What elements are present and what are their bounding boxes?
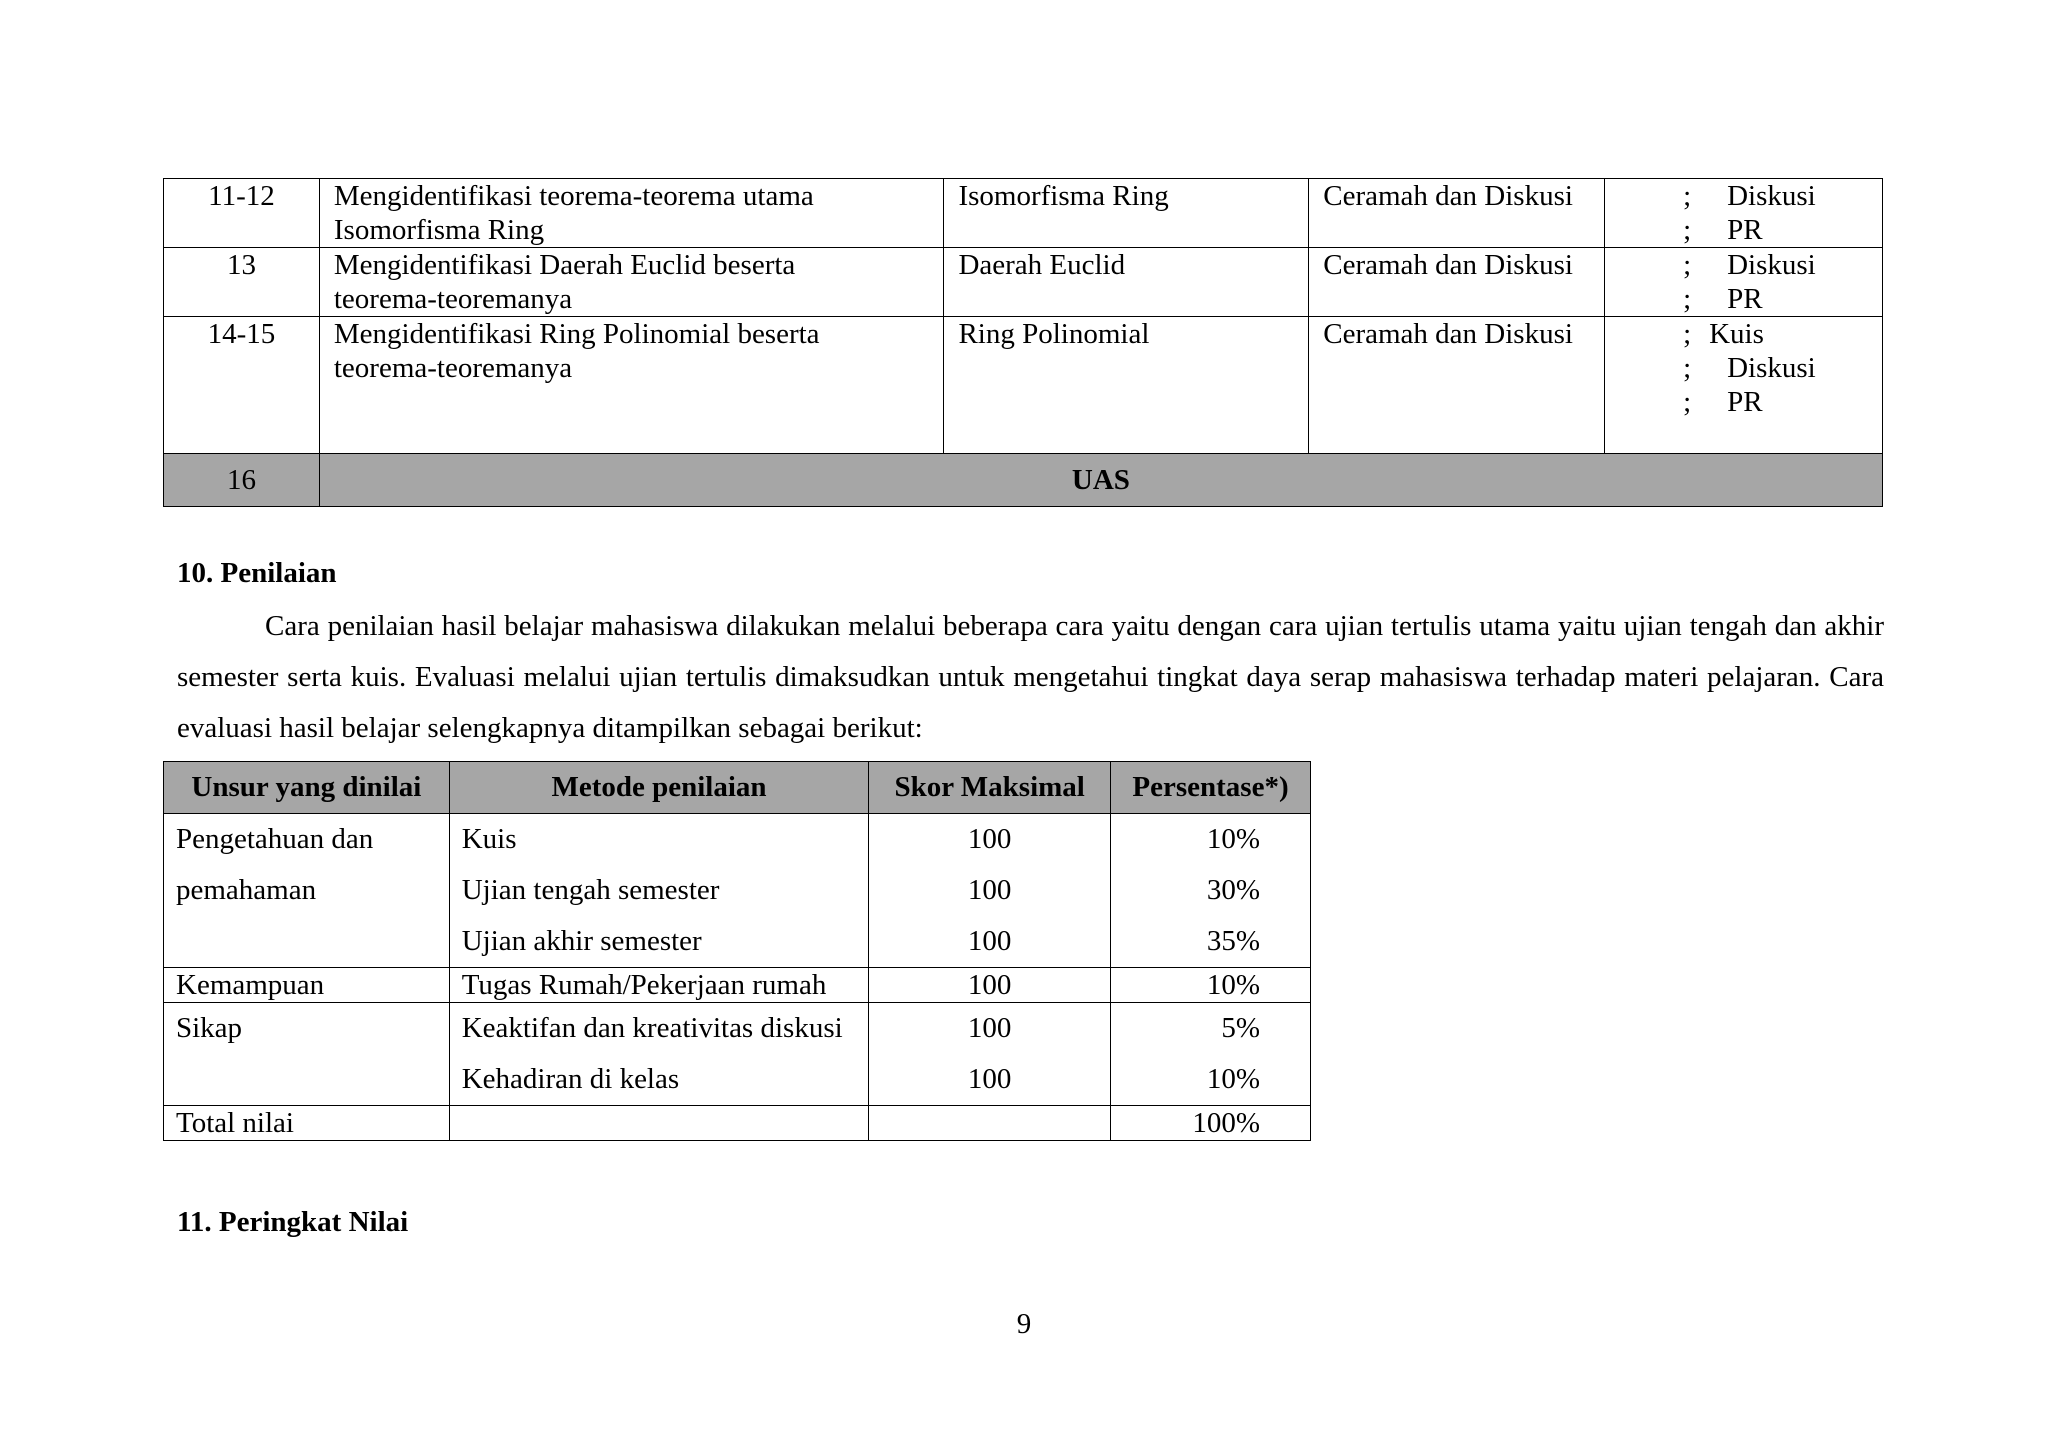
empty-cell — [869, 1106, 1111, 1141]
score-cell — [869, 814, 1111, 968]
percent-line: 10% — [1206, 1063, 1260, 1095]
bullet-separator: ; — [1683, 180, 1692, 212]
score-line: 100 — [967, 1063, 1012, 1095]
method-cell: Ceramah dan Diskusi — [1309, 317, 1605, 454]
method-cell: Tugas Rumah/Pekerjaan rumah — [449, 968, 869, 1003]
bullet-separator: ; — [1683, 386, 1692, 418]
assessment-item — [1683, 385, 1882, 419]
method-cell: Ceramah dan Diskusi — [1309, 179, 1605, 248]
bullet-separator: ; — [1683, 249, 1692, 281]
score-line: 100 — [967, 874, 1012, 906]
table-row — [164, 179, 1883, 248]
column-header: Persentase*) — [1111, 762, 1311, 814]
method-cell — [449, 1003, 869, 1106]
paragraph-text: Cara penilaian hasil belajar mahasiswa dilakukan melalui beberapa cara yaitu dengan cara ujian tertulis utama yaitu ujian tengah dan akhir semester serta kuis. Evaluasi melalui ujian tertulis dimaksudkan untuk mengetahui tingkat daya serap mahasiswa terhadap materi pelajaran. Cara evaluasi hasil belajar selengkapnya ditampilkan sebagai berikut: — [177, 610, 1884, 744]
assessment-cell — [1605, 317, 1883, 454]
percent-cell: 10% — [1111, 968, 1311, 1003]
assessment-label: PR — [1727, 386, 1763, 418]
assessment-item — [1683, 248, 1882, 282]
assessment-item — [1683, 213, 1882, 247]
assessment-cell — [1605, 248, 1883, 317]
bullet-separator: ; — [1683, 318, 1692, 350]
assessment-table — [163, 761, 1311, 1141]
topic-cell: Isomorfisma Ring — [944, 179, 1309, 248]
week-cell: 14-15 — [164, 317, 320, 454]
score-line: 100 — [967, 823, 1012, 855]
assessment-item — [1683, 282, 1882, 316]
assessment-label: Kuis — [1709, 318, 1764, 350]
assessment-cell — [1605, 179, 1883, 248]
column-header: Skor Maksimal — [869, 762, 1111, 814]
assessment-label: Diskusi — [1727, 249, 1816, 281]
element-cell — [164, 814, 450, 968]
week-cell: 16 — [164, 454, 320, 507]
section-heading: 11. Peringkat Nilai — [177, 1206, 409, 1238]
objective-line: Mengidentifikasi teorema-teorema utama — [333, 180, 814, 212]
objective-line: teorema-teoremanya — [333, 283, 573, 315]
bullet-separator: ; — [1683, 214, 1692, 246]
method-line: Keaktifan dan kreativitas diskusi — [461, 1012, 843, 1044]
total-row — [164, 1106, 1311, 1141]
element-line: pemahaman — [176, 874, 317, 906]
assessment-label: PR — [1727, 283, 1763, 315]
page-number: 9 — [1016, 1308, 1032, 1340]
week-cell: 13 — [164, 248, 320, 317]
objective-cell — [319, 179, 944, 248]
table-row — [164, 1003, 1311, 1106]
objective-line: Mengidentifikasi Daerah Euclid beserta — [333, 249, 796, 281]
assessment-label: Diskusi — [1727, 352, 1816, 384]
uas-label: UAS — [319, 454, 1882, 507]
empty-cell — [449, 1106, 869, 1141]
objective-line: Isomorfisma Ring — [333, 214, 545, 246]
method-line: Kehadiran di kelas — [461, 1063, 680, 1095]
assessment-item — [1683, 317, 1882, 351]
week-cell: 11-12 — [164, 179, 320, 248]
column-header: Unsur yang dinilai — [164, 762, 450, 814]
uas-row — [164, 454, 1883, 507]
method-line: Kuis — [461, 823, 517, 855]
objective-line: Mengidentifikasi Ring Polinomial beserta — [333, 318, 820, 350]
score-line: 100 — [967, 1012, 1012, 1044]
method-line: Ujian akhir semester — [461, 925, 702, 957]
schedule-table — [163, 178, 1883, 507]
percent-cell — [1111, 814, 1311, 968]
element-line: Pengetahuan dan — [176, 823, 374, 855]
bullet-separator: ; — [1683, 352, 1692, 384]
method-cell: Ceramah dan Diskusi — [1309, 248, 1605, 317]
total-label: Total nilai — [164, 1106, 450, 1141]
assessment-label: PR — [1727, 214, 1763, 246]
total-percent: 100% — [1111, 1106, 1311, 1141]
score-cell: 100 — [869, 968, 1111, 1003]
objective-cell — [319, 317, 944, 454]
table-row — [164, 968, 1311, 1003]
table-header-row — [164, 762, 1311, 814]
score-line: 100 — [967, 925, 1012, 957]
element-cell: Kemampuan — [164, 968, 450, 1003]
column-header: Metode penilaian — [449, 762, 869, 814]
objective-line: teorema-teoremanya — [333, 352, 573, 384]
percent-line: 30% — [1206, 874, 1260, 906]
assessment-label: Diskusi — [1727, 180, 1816, 212]
section-heading: 10. Penilaian — [177, 557, 337, 589]
topic-cell: Ring Polinomial — [944, 317, 1309, 454]
topic-cell: Daerah Euclid — [944, 248, 1309, 317]
table-row — [164, 248, 1883, 317]
element-cell: Sikap — [164, 1003, 450, 1106]
table-row — [164, 317, 1883, 454]
assessment-item — [1683, 179, 1882, 213]
method-line: Ujian tengah semester — [461, 874, 720, 906]
assessment-item — [1683, 351, 1882, 385]
percent-line: 5% — [1221, 1012, 1260, 1044]
percent-line: 10% — [1206, 823, 1260, 855]
percent-cell — [1111, 1003, 1311, 1106]
objective-cell — [319, 248, 944, 317]
score-cell — [869, 1003, 1111, 1106]
table-row — [164, 814, 1311, 968]
method-cell — [449, 814, 869, 968]
bullet-separator: ; — [1683, 283, 1692, 315]
percent-line: 35% — [1206, 925, 1260, 957]
section-paragraph — [177, 601, 1884, 754]
